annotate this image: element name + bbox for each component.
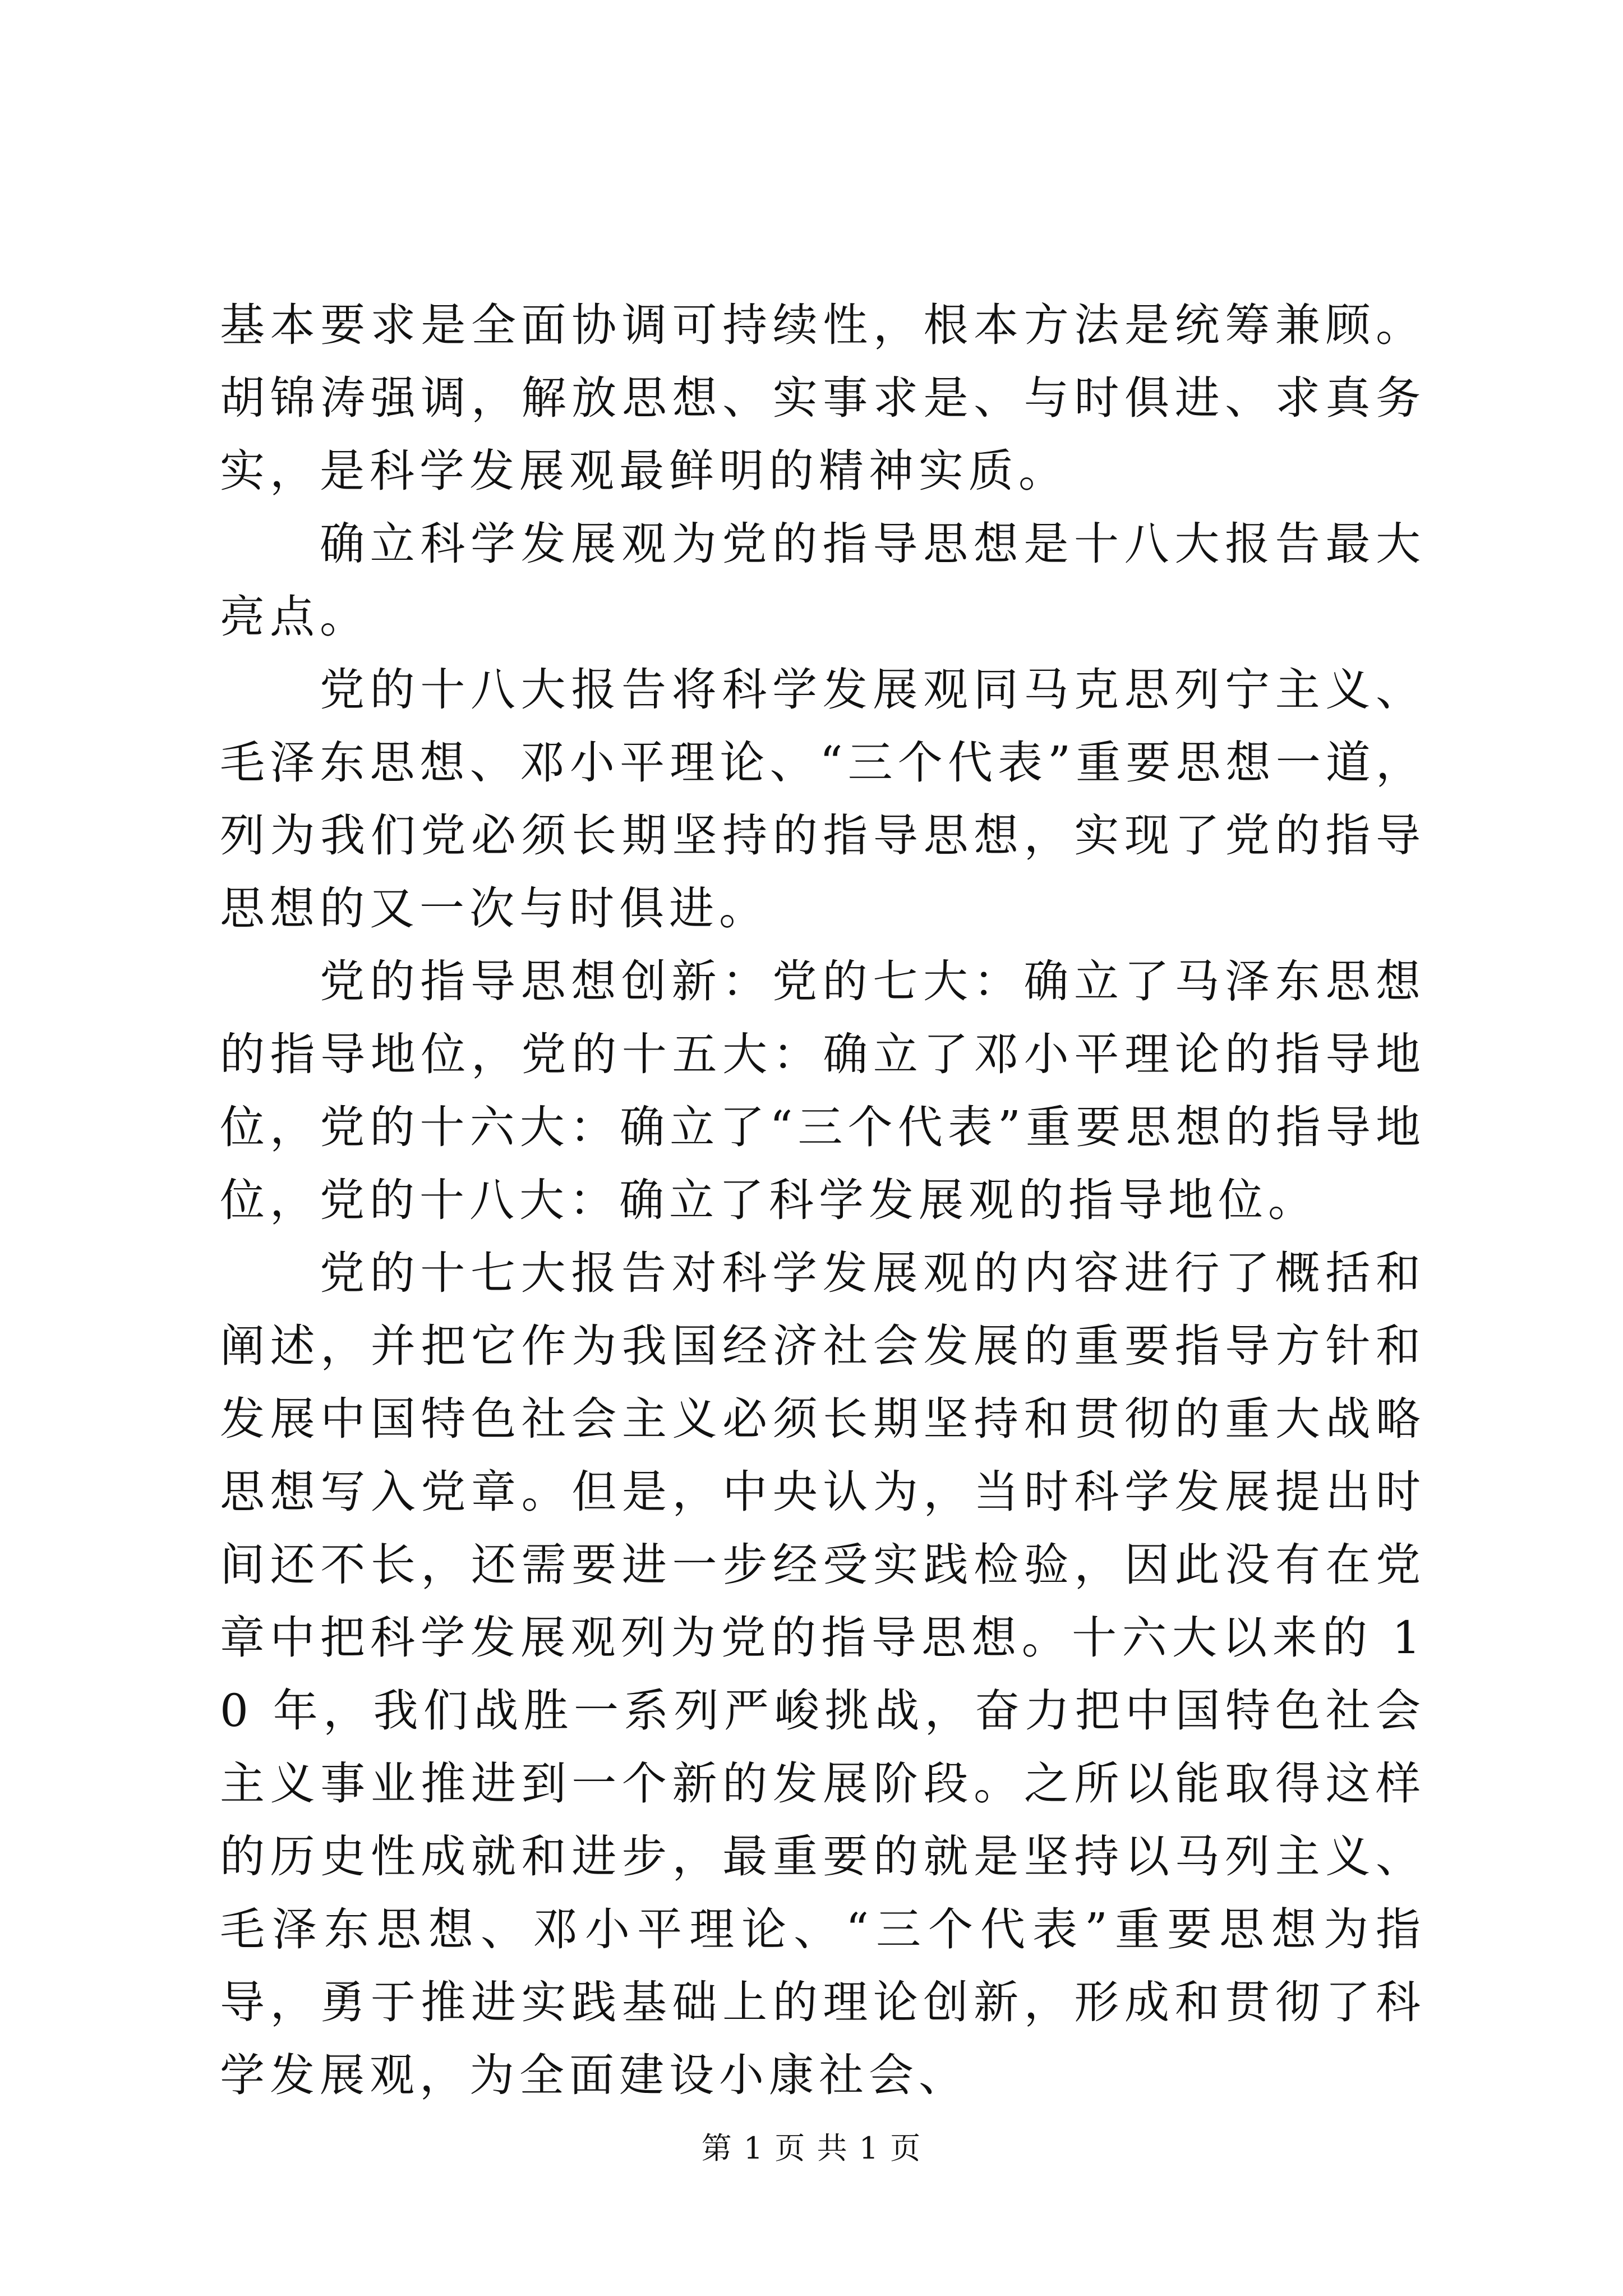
paragraph-1: 基本要求是全面协调可持续性，根本方法是统筹兼顾。胡锦涛强调，解放思想、实事求是、与时俱进、求真务实，是科学发展观最鲜明的精神实质。 [220,299,1426,497]
paragraph-3: 党的十八大报告将科学发展观同马克思列宁主义、毛泽东思想、邓小平理论、“三个代表”重要思想一道，列为我们党必须长期坚持的指导思想，实现了党的指导思想的又一次与时俱进。 [220,664,1426,935]
page-footer: 第 1 页 共 1 页 [701,2131,922,2166]
document-body [220,289,1426,2112]
paragraph-2: 确立科学发展观为党的指导思想是十八大报告最大亮点。 [220,518,1426,643]
paragraph-4: 党的指导思想创新：党的七大：确立了马泽东思想的指导地位，党的十五大：确立了邓小平理论的指导地位，党的十六大：确立了“三个代表”重要思想的指导地位，党的十八大：确立了科学发展观的指导地位。 [220,955,1426,1226]
paragraph-5: 党的十七大报告对科学发展观的内容进行了概括和阐述，并把它作为我国经济社会发展的重要指导方针和发展中国特色社会主义必须长期坚持和贯彻的重大战略思想写入党章。但是，中央认为，当时科学发展提出时间还不长，还需要进一步经受实践检验，因此没有在党章中把科学发展观列为党的指导思想。十六大以来的 10 年，我们战胜一系列严峻挑战，奋力把中国特色社会主义事业推进到一个新的发展阶段。之所以能取得这样的历史性成就和进步，最重要的就是坚持以马列主义、毛泽东思想、邓小平理论、“三个代表”重要思想为指导，勇于推进实践基础上的理论创新，形成和贯彻了科学发展观，为全面建设小康社会、 [220,1247,1426,2101]
